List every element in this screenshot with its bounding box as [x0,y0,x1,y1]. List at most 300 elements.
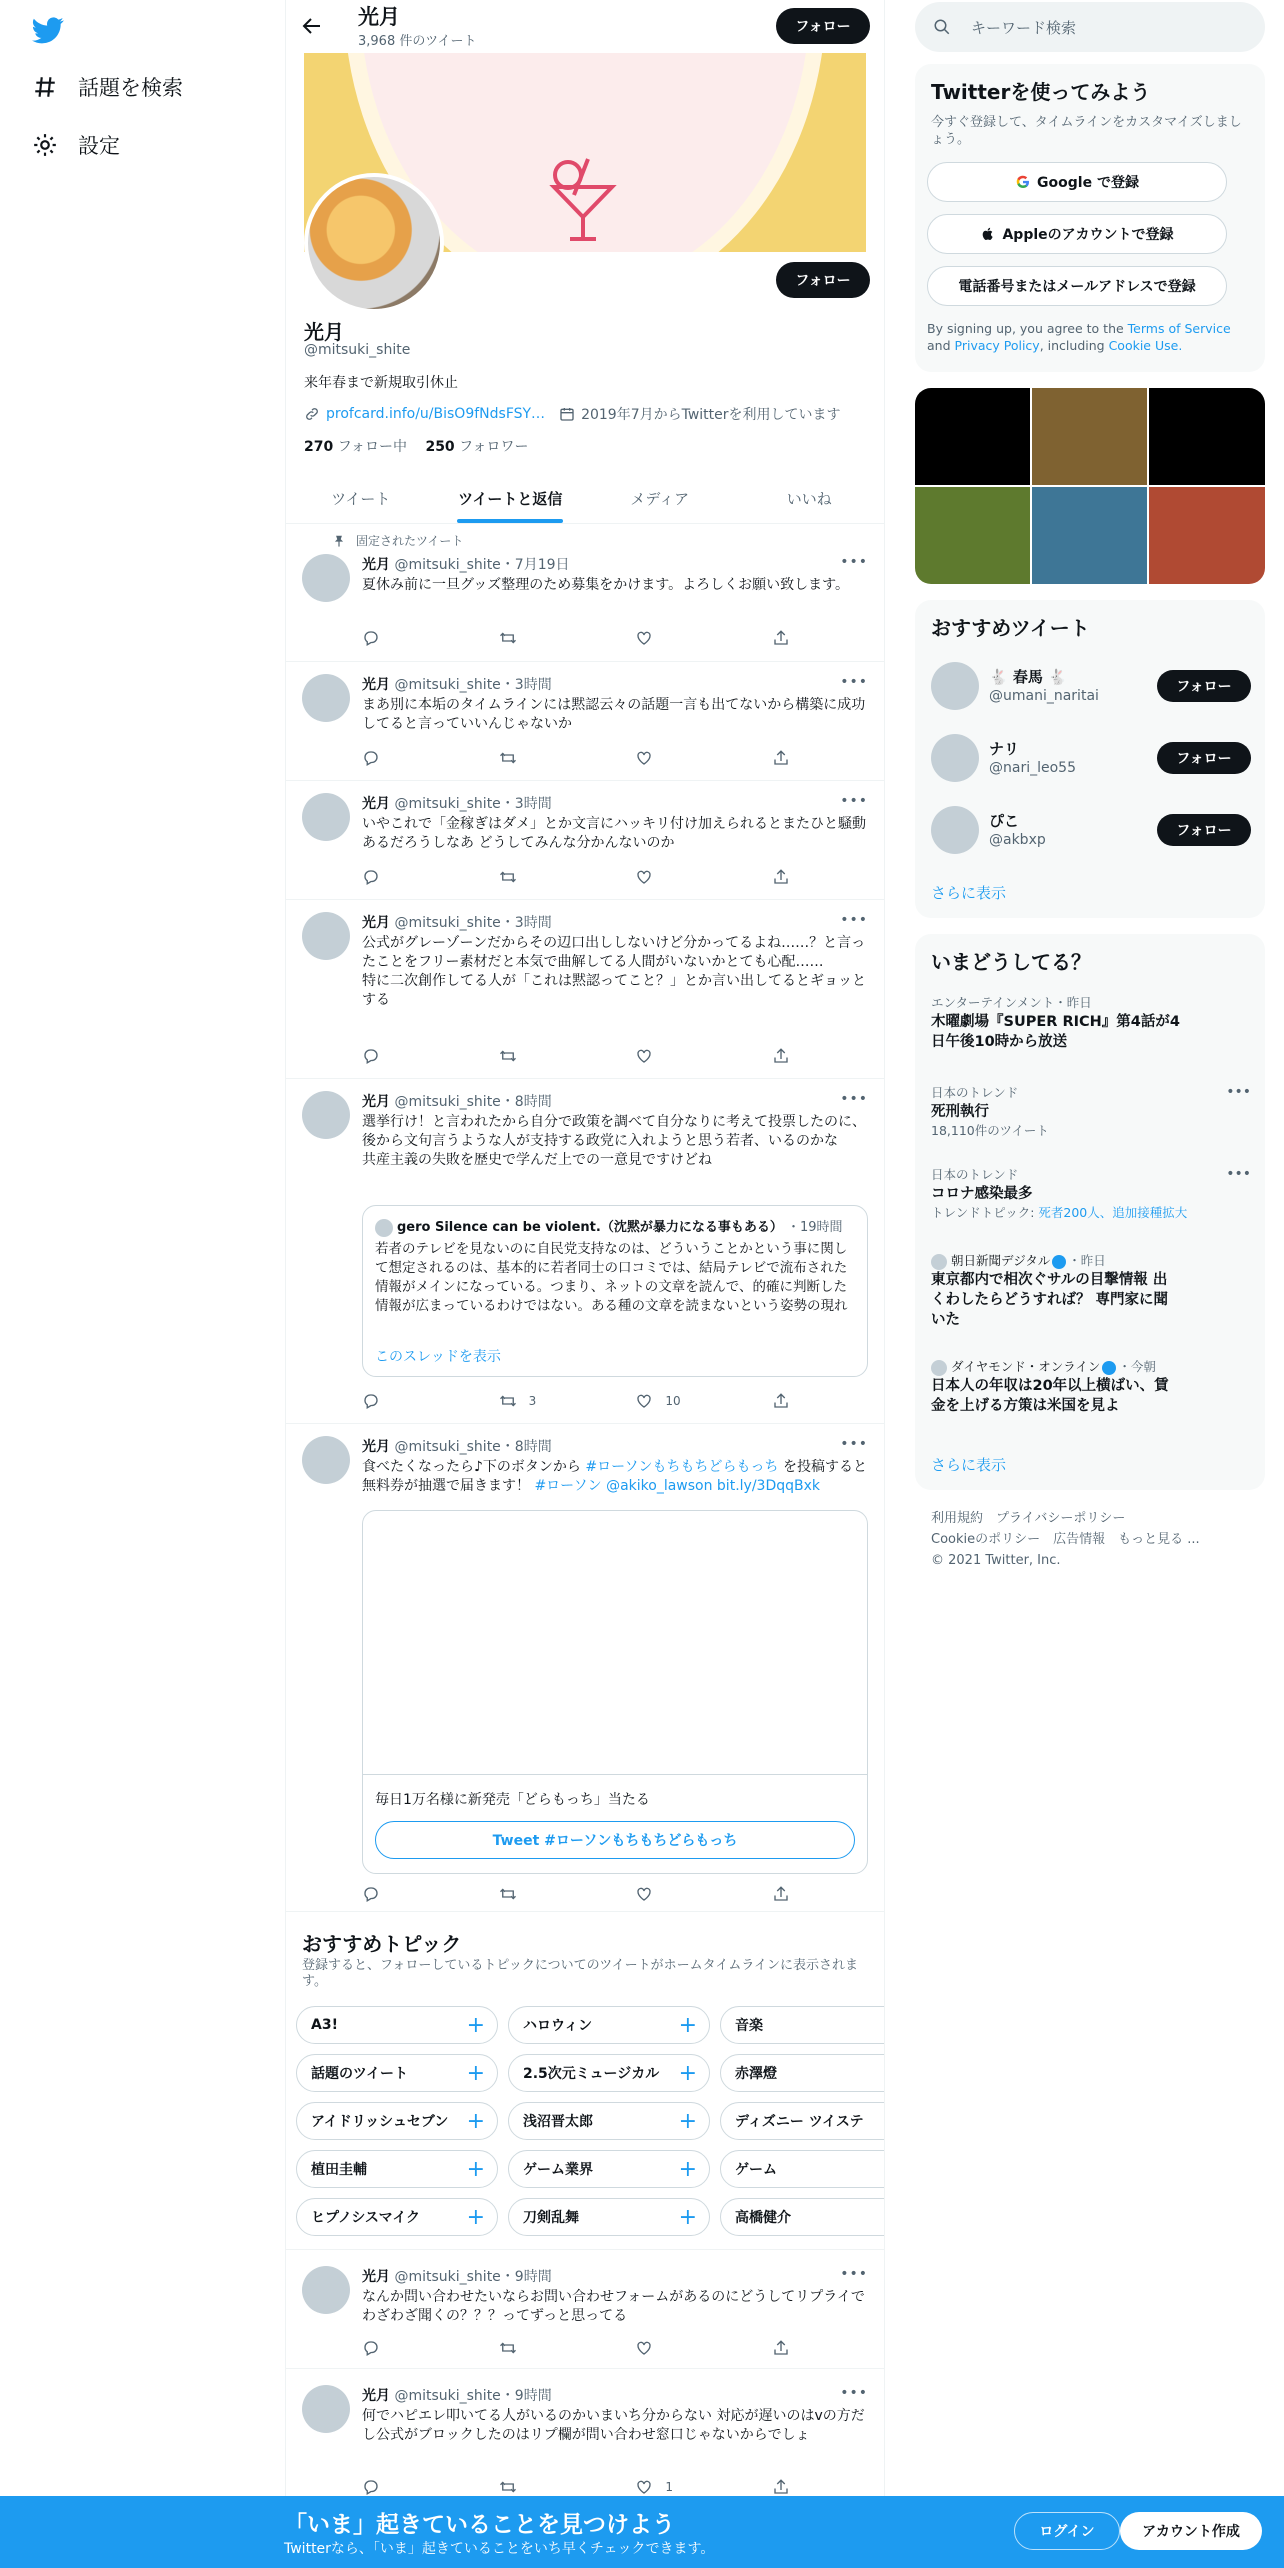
verified-icon [1052,1255,1066,1269]
like-button[interactable] [635,1884,725,1904]
tweet-author: 光月 [362,2388,390,2404]
recommended-user[interactable] [931,660,1251,712]
share-icon [772,1392,790,1410]
terms-and: and [927,338,951,353]
recommended-user[interactable] [931,804,1251,856]
tweet-time[interactable]: 7月19日 [514,557,570,573]
header-follow-button[interactable]: フォロー [776,8,870,44]
heart-icon [635,2478,653,2496]
media-thumb[interactable] [915,388,1030,485]
trend-topics [931,1204,1251,1222]
tweet-pinned[interactable] [286,524,884,662]
more-icon[interactable]: ••• [840,2266,868,2282]
tweet-time[interactable]: 3時間 [514,677,552,693]
retweet-button[interactable] [499,1391,589,1411]
apple-signup-button[interactable] [927,214,1227,254]
tweet-handle: @mitsuki_shite [394,2269,501,2285]
retweet-button[interactable] [499,628,589,648]
share-button[interactable] [772,2477,792,2497]
tweet-actions [362,2338,792,2358]
tweet-time[interactable]: 3時間 [514,796,552,812]
heart-icon [635,629,653,647]
share-button[interactable] [772,867,792,887]
followers-label: フォロワー [459,439,529,455]
tweet-author: 光月 [362,2269,390,2285]
nav-settings[interactable] [32,125,120,165]
hashtag-link[interactable]: #ローソンもちもちどらもっち [585,1459,779,1475]
tab-media[interactable]: メディア [630,490,690,508]
following-link[interactable] [304,439,407,455]
terms-pre: By signing up, you agree to the [927,321,1124,336]
tweet[interactable] [286,2369,884,2509]
signup-box [915,64,1265,372]
tweet-header: 光月 @mitsuki_shite・8時間 [362,1094,552,1110]
reply-icon [362,1885,380,1903]
user-name: ナリ [989,740,1020,758]
tweet[interactable] [286,900,884,1079]
tab-tweets-replies[interactable]: ツイートと返信 [436,474,586,523]
tweet-author: 光月 [362,557,390,573]
trend-category: 日本のトレンド [931,1167,1019,1182]
plus-icon[interactable]: + [466,2109,485,2134]
topic-chip[interactable] [296,2198,498,2236]
trend-topics-label: トレンドトピック: [931,1205,1035,1220]
tweet-header: 光月 @mitsuki_shite・9時間 [362,2269,552,2285]
tweet-text: 選挙行け！と言われたから自分で政策を調べて自分なりに考えて投票したのに、後から文句言うような人が支持する政党に入れようと思う若者、いるのかな 共産主義の失敗を歴史で学んだ上での一意見ですけどね [362,1114,866,1168]
login-button[interactable]: ログイン [1014,2512,1120,2550]
followers-link[interactable] [425,439,528,455]
heart-icon [635,1047,653,1065]
topic-chip[interactable] [508,2150,710,2188]
promo-card[interactable] [362,1510,868,1874]
tweet-handle: @mitsuki_shite [394,677,501,693]
trend-item[interactable] [931,1084,1251,1140]
profile-bio: 来年春まで新規取引休止 [304,375,458,391]
like-button[interactable] [635,1046,725,1066]
heart-icon [635,868,653,886]
tweet-actions [362,1391,792,1411]
tweet-text: 夏休み前に一旦グッズ整理のため募集をかけます。よろしくお願い致します。 [362,577,850,593]
tweet-avatar[interactable] [302,1436,350,1484]
news-headline: 東京都内で相次ぐサルの目撃情報 出くわしたらどうすれば？ 専門家に聞いた [931,1272,1169,1328]
trend-topics-links[interactable]: 死者200人、追加接種拡大 [1038,1205,1188,1220]
topic-chip[interactable] [720,2198,884,2236]
tweet-time[interactable]: 9時間 [514,2269,552,2285]
tweet-author: 光月 [362,796,390,812]
media-thumb[interactable] [1149,487,1265,584]
trends-show-more[interactable]: さらに表示 [931,1456,1007,1474]
topic-label: アイドリッシュセブン [311,2114,449,2130]
retweet-icon [499,868,517,886]
signup-title: Twitterを使ってみよう [931,80,1151,104]
retweet-button[interactable] [499,2477,589,2497]
nav-explore[interactable] [32,67,183,107]
topic-chip[interactable] [296,2150,498,2188]
follow-button[interactable]: フォロー [1157,742,1251,774]
search-icon [933,18,951,36]
tweet-actions [362,1884,792,1904]
tweet-avatar[interactable] [302,674,350,722]
like-button[interactable] [635,2477,725,2497]
trend-name: 木曜劇場『SUPER RICH』第4話が4日午後10時から放送 [931,1014,1180,1050]
user-avatar[interactable] [931,662,979,710]
topic-label: 赤澤燈 [735,2066,777,2082]
more-icon[interactable]: ••• [840,2385,868,2401]
quote-time: 19時間 [800,1220,843,1235]
tweet-time[interactable]: 3時間 [514,915,552,931]
plus-icon[interactable]: + [678,2205,697,2230]
topic-label: 音楽 [735,2018,763,2034]
back-arrow-icon[interactable] [300,14,324,38]
topic-label: ハロウィン [523,2018,593,2034]
tweet-handle: @mitsuki_shite [394,1439,501,1455]
share-icon [772,1885,790,1903]
tweet-header: 光月 @mitsuki_shite・7月19日 [362,557,570,573]
topic-chip[interactable] [296,2054,498,2092]
quote-author: gero Silence can be violent.（沈黙が暴力になる事もある） [397,1220,783,1235]
more-icon[interactable]: ••• [840,793,868,809]
signup-subtitle: 今すぐ登録して、タイムラインをカスタマイズしましょう。 [931,115,1242,147]
tweet-handle: @mitsuki_shite [394,2388,501,2404]
trend-name: 死刑執行 [931,1104,989,1120]
topic-chip[interactable] [508,2102,710,2140]
retweet-count: 3 [528,1394,537,1408]
tweet-author: 光月 [362,1094,390,1110]
tweet-text-mid: を投稿すると無料券が抽選で届きます！ [362,1459,868,1494]
news-headline: 日本人の年収は20年以上横ばい、賃金を上げる方策は米国を見よ [931,1378,1169,1414]
retweet-icon [499,629,517,647]
topic-label: 刀剣乱舞 [523,2210,579,2226]
profile-link[interactable]: profcard.info/u/BisO9fNdsFSY… [326,406,546,422]
tweet-header: 光月 @mitsuki_shite・3時間 [362,796,552,812]
topic-label: 浅沼晋太郎 [523,2114,593,2130]
footer-line-2[interactable]: Cookieのポリシー 広告情報 もっと見る ... [931,1532,1200,1547]
reply-icon [362,1392,380,1410]
topic-chip[interactable] [720,2006,884,2044]
share-button[interactable] [772,1391,792,1411]
reply-button[interactable] [362,2338,452,2358]
tweet-avatar[interactable] [302,2266,350,2314]
media-thumb[interactable] [1149,388,1265,485]
recommended-title: おすすめツイート [931,616,1090,640]
terms-including: , including [1039,338,1105,353]
google-signup-button[interactable] [927,162,1227,202]
retweet-icon [499,1392,517,1410]
news-source-name: ダイヤモンド・オンライン [951,1359,1101,1374]
trend-item[interactable] [931,994,1251,1052]
retweet-button[interactable] [499,2338,589,2358]
retweet-icon [499,1885,517,1903]
privacy-policy-link[interactable]: Privacy Policy [954,338,1040,353]
nav-explore-label: 話題を検索 [78,76,183,100]
share-icon [772,868,790,886]
reply-icon [362,629,380,647]
topic-chip[interactable] [720,2150,884,2188]
gear-icon [32,132,58,158]
topic-label: A3! [311,2017,338,2033]
trends-box [915,934,1265,1490]
tweet-text-pre: 食べたくなったら♪下のボタンから [362,1459,581,1475]
share-icon [772,2478,790,2496]
quote-text: 若者のテレビを見ないのに自民党支持なのは、どういうことかという事に関して想定されるのは、基本的に若者同士の口コミでは、結局テレビで流布された情報がメインになっている。つまり、ネットの文章を読んで、的確に判断した情報が広まっているわけではない。ある種の文章を読まないという姿勢の現れ [375,1241,848,1314]
media-thumb[interactable] [1032,487,1147,584]
recommended-show-more[interactable]: さらに表示 [931,884,1007,902]
more-icon[interactable]: ••• [1226,1166,1251,1182]
recommended-box [915,600,1265,918]
media-thumb[interactable] [915,487,1030,584]
tweet-handle: @mitsuki_shite [394,1094,501,1110]
topic-chip[interactable] [296,2102,498,2140]
cookie-use-link[interactable]: Cookie Use. [1108,338,1183,353]
follow-button[interactable]: フォロー [1157,814,1251,846]
tweet[interactable] [286,2250,884,2369]
more-icon[interactable]: ••• [840,912,868,928]
bottom-signup-bar [0,2496,1284,2568]
tweet[interactable] [286,662,884,781]
bottom-bar-title: 「いま」起きていることを見つけよう [284,2512,675,2538]
share-icon [772,749,790,767]
topic-chip[interactable] [508,2198,710,2236]
pin-icon [332,534,346,548]
tab-tweets[interactable]: ツイート [331,490,391,508]
retweet-icon [499,2339,517,2357]
reply-icon [362,868,380,886]
user-avatar[interactable] [931,806,979,854]
calendar-icon [559,406,575,422]
twitter-logo-icon[interactable] [32,14,64,46]
tweet-actions [362,2477,792,2497]
like-button[interactable] [635,2338,725,2358]
tweet-author: 光月 [362,1439,390,1455]
tweet-header: 光月 @mitsuki_shite・9時間 [362,2388,552,2404]
tweet-text: なんか問い合わせたいならお問い合わせフォームがあるのにどうしてリプライでわざわざ聞くの？？？ってずっと思ってる [362,2289,865,2324]
tweet-actions [362,1046,792,1066]
retweet-icon [499,1047,517,1065]
topic-label: ディズニー ツイステ [735,2114,864,2130]
tweet-time[interactable]: 8時間 [514,1439,552,1455]
tweet-handle: @mitsuki_shite [394,796,501,812]
footer-line-1[interactable]: 利用規約 プライバシーポリシー [931,1511,1126,1526]
like-button[interactable] [635,628,725,648]
tweet-actions [362,628,792,648]
news-time: ・今朝 [1118,1359,1156,1374]
tweet[interactable] [286,781,884,900]
tweet-author: 光月 [362,915,390,931]
link-icon [304,406,320,422]
recommended-topics [286,1912,884,2250]
more-icon[interactable]: ••• [840,1436,868,1452]
retweet-button[interactable] [499,867,589,887]
footer-links [931,1508,1251,1571]
tweet-author: 光月 [362,677,390,693]
trends-title: いまどうしてる？ [931,950,1091,974]
topic-chip[interactable] [508,2054,710,2092]
media-grid [915,388,1265,584]
plus-icon[interactable]: + [466,2013,485,2038]
reply-button[interactable] [362,748,452,768]
source-avatar [931,1360,947,1376]
signup-terms [927,320,1247,354]
share-icon [772,629,790,647]
share-icon [772,1047,790,1065]
news-item[interactable] [931,1252,1251,1330]
tweet-text: まあ別に本垢のタイムラインには黙認云々の話題一言も出てないから構築に成功してると言っていいんじゃないか [362,697,866,732]
pinned-text: 固定されたツイート [356,534,464,548]
topic-label: 話題のツイート [311,2066,409,2082]
plus-icon[interactable]: + [678,2013,697,2038]
tweet-time[interactable]: 9時間 [514,2388,552,2404]
signup-button[interactable]: アカウント作成 [1120,2512,1262,2550]
topics-title: おすすめトピック [302,1932,462,1956]
followers-count: 250 [425,439,455,455]
main-column [285,0,885,2568]
tweet-avatar[interactable] [302,2385,350,2433]
reply-button[interactable] [362,867,452,887]
tweet-text: 何でハピエレ叩いてる人がいるのかいまいち分からない 対応が遅いのはvの方だし公式がブロックしたのはリプ欄が問い合わせ窓口じゃないからでしょ [362,2408,865,2443]
user-name: 🐇 春馬 🐇 [989,668,1067,686]
more-icon[interactable]: ••• [840,1091,868,1107]
profile-avatar[interactable] [304,173,444,313]
tweet-with-card[interactable] [286,1424,884,1912]
plus-icon[interactable]: + [466,2061,485,2086]
more-icon[interactable]: ••• [840,674,868,690]
plus-icon[interactable]: + [466,2205,485,2230]
tweet-with-quote[interactable] [286,1079,884,1424]
tweet-actions [362,748,792,768]
trend-item[interactable] [931,1166,1251,1222]
show-thread-link[interactable]: このスレッドを表示 [375,1349,501,1365]
retweet-button[interactable] [499,1884,589,1904]
tweet-avatar[interactable] [302,554,350,602]
tweet-avatar[interactable] [302,1091,350,1139]
profile-follow-stats [304,436,528,456]
like-button[interactable] [635,748,725,768]
user-name: ぴこ [989,812,1020,830]
reply-button[interactable] [362,1391,452,1411]
source-avatar [931,1254,947,1270]
share-button[interactable] [772,2338,792,2358]
topic-label: 植田圭輔 [311,2162,367,2178]
following-count: 270 [304,439,334,455]
quote-avatar [375,1219,393,1237]
user-handle: @akbxp [989,832,1046,848]
tweet-header: 光月 @mitsuki_shite・3時間 [362,677,552,693]
follow-button[interactable]: フォロー [1157,670,1251,702]
nav-settings-label: 設定 [78,134,120,158]
footer-copyright: © 2021 Twitter, Inc. [931,1553,1061,1568]
user-handle: @nari_leo55 [989,760,1076,776]
topic-chip[interactable] [720,2102,884,2140]
heart-icon [635,749,653,767]
google-signup-label: Google で登録 [1037,175,1139,191]
share-icon [772,2339,790,2357]
topic-chip[interactable] [720,2054,884,2092]
verified-icon [1102,1361,1116,1375]
plus-icon[interactable]: + [678,2061,697,2086]
tweet-header: 光月 @mitsuki_shite・3時間 [362,915,552,931]
profile-meta [304,404,841,424]
topic-chip[interactable] [508,2006,710,2044]
reply-button[interactable] [362,2477,452,2497]
quote-header: gero Silence can be violent.（沈黙が暴力になる事もある） ・19時間 [375,1216,843,1237]
topic-label: ゲーム [735,2162,777,2178]
plus-icon[interactable]: + [678,2109,697,2134]
hashtag-icon [32,74,58,100]
tweet-avatar[interactable] [302,793,350,841]
share-button[interactable] [772,748,792,768]
plus-icon[interactable]: + [466,2157,485,2182]
reply-button[interactable] [362,1884,452,1904]
apple-icon [980,226,996,242]
topic-chip[interactable] [296,2006,498,2044]
tweet-links[interactable]: #ローソン @akiko_lawson bit.ly/3DqqBxk [534,1478,820,1494]
tweet-text [362,1458,870,1496]
media-thumb[interactable] [1032,388,1147,485]
trend-name: コロナ感染最多 [931,1186,1033,1202]
heart-icon [635,2339,653,2357]
card-text: 毎日1万名様に新発売「どらもっち」当たる [375,1792,650,1808]
reply-button[interactable] [362,628,452,648]
tweet-handle: @mitsuki_shite [394,915,501,931]
share-button[interactable] [772,1046,792,1066]
user-handle: @umani_naritai [989,688,1099,704]
like-count: 1 [665,2480,673,2494]
phone-email-signup-button[interactable]: 電話番号またはメールアドレスで登録 [927,266,1227,306]
trend-category: 日本のトレンド [931,1085,1019,1100]
tweet-actions [362,867,792,887]
tab-likes[interactable]: いいね [786,490,832,508]
retweet-button[interactable] [499,1046,589,1066]
topic-label: 2.5次元ミュージカル [523,2066,660,2082]
heart-icon [635,1885,653,1903]
quoted-tweet[interactable] [362,1205,868,1377]
more-icon[interactable]: ••• [840,554,868,570]
pinned-label [332,532,463,549]
header-tweet-count: 3,968 件のツイート [358,34,477,49]
profile-follow-button[interactable]: フォロー [776,262,870,298]
reply-icon [362,1047,380,1065]
like-button[interactable] [635,867,725,887]
news-item[interactable] [931,1358,1251,1416]
bottom-bar-subtitle: Twitterなら、「いま」起きていることをいち早くチェックできます。 [284,2541,715,2557]
tweet-avatar[interactable] [302,912,350,960]
profile-name: 光月 [304,320,344,344]
reply-icon [362,2478,380,2496]
reply-icon [362,2339,380,2357]
recommended-user[interactable] [931,732,1251,784]
plus-icon[interactable]: + [678,2157,697,2182]
search-input[interactable] [915,2,1265,52]
like-button[interactable] [635,1391,725,1411]
retweet-icon [499,749,517,767]
trend-tweet-count: 18,110件のツイート [931,1123,1049,1138]
tweet-text: 公式がグレーゾーンだからその辺口出ししないけど分かってるよね……？と言ったことをフリー素材だと本気で曲解してる人間がいないかとても心配…… 特に二次創作してる人が「これは黙認ってこと？」とか言い出してるとギョッとする [362,935,866,1008]
news-time: ・昨日 [1068,1253,1106,1268]
share-button[interactable] [772,628,792,648]
google-icon [1015,174,1031,190]
card-tweet-button[interactable]: Tweet #ローソンもちもちどらもっち [375,1821,855,1859]
reply-button[interactable] [362,1046,452,1066]
tweet-time[interactable]: 8時間 [514,1094,552,1110]
share-button[interactable] [772,1884,792,1904]
topic-label: ヒプノシスマイク [311,2210,421,2226]
retweet-button[interactable] [499,748,589,768]
terms-of-service-link[interactable]: Terms of Service [1127,321,1231,336]
more-icon[interactable]: ••• [1226,1084,1251,1100]
user-avatar[interactable] [931,734,979,782]
apple-signup-label: Appleのアカウントで登録 [1002,227,1174,243]
following-label: フォロー中 [337,439,407,455]
